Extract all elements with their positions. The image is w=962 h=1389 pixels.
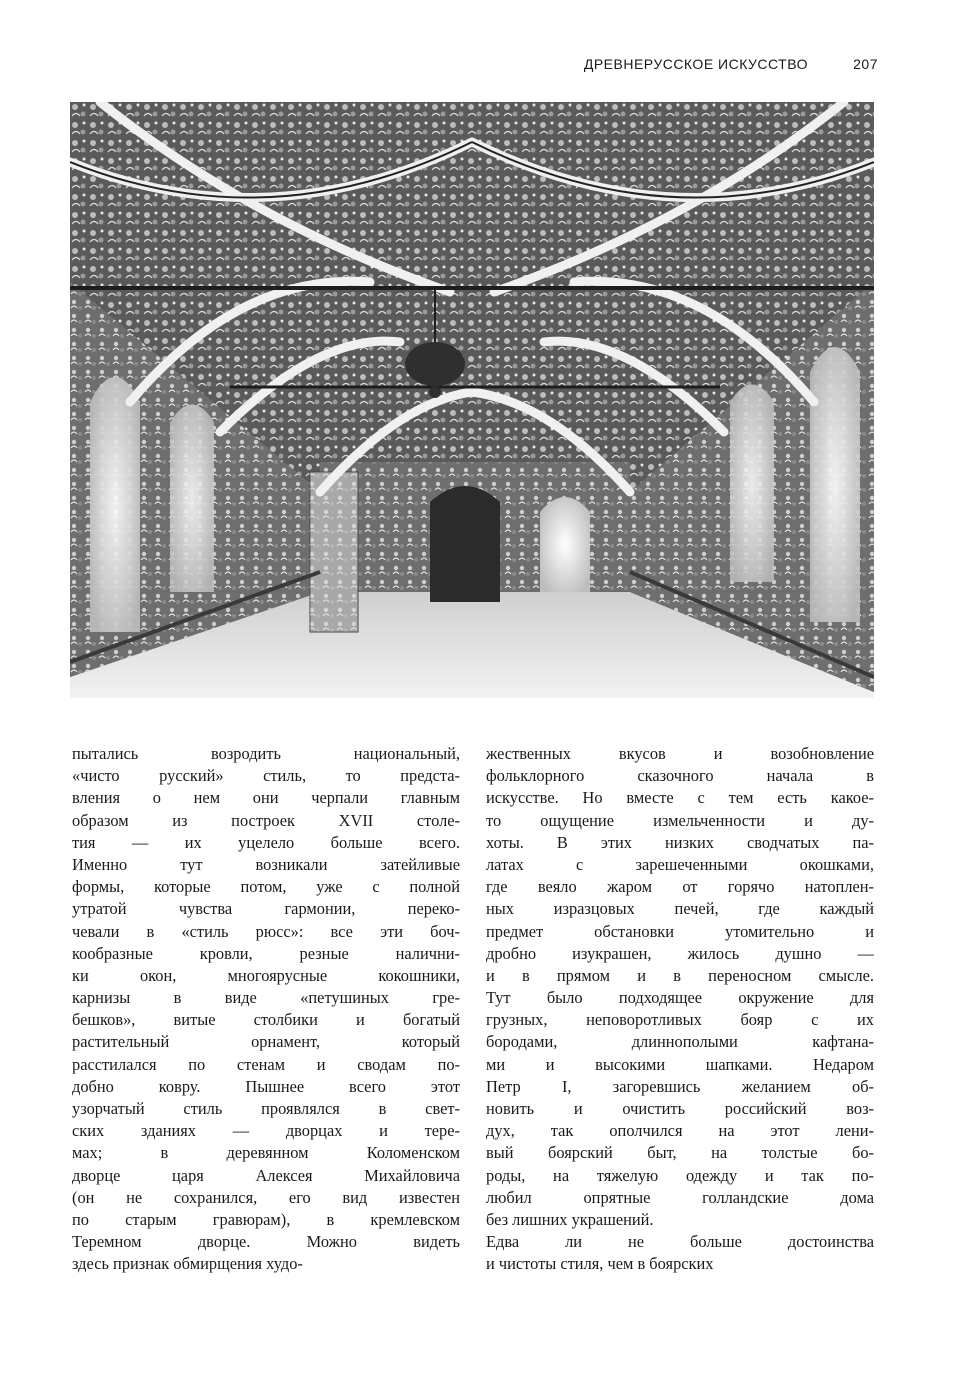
text-line: Петр I, загоревшись желанием об- <box>486 1076 874 1096</box>
text-line: расстилался по стенам и сводам по- <box>72 1054 460 1074</box>
text-line: бешков», витые столбики и богатый <box>72 1010 460 1030</box>
running-header <box>70 56 878 80</box>
text-line: роды, на тяжелую одежду и так по- <box>486 1165 874 1185</box>
text-line: любил опрятные голландские дома <box>486 1187 874 1207</box>
text-line: и чистоты стиля, чем в боярских <box>486 1254 714 1274</box>
text-line: предмет обстановки утомительно и <box>486 921 874 941</box>
text-line: и в прямом и в переносном смысле. <box>486 965 874 985</box>
text-line: бородами, длиннополыми кафтана- <box>486 1032 874 1052</box>
text-line: пытались возродить национальный, <box>72 744 460 763</box>
text-line: жественных вкусов и возобновление <box>486 744 874 763</box>
text-line: тия — их уцелело больше всего. <box>72 832 460 852</box>
text-line: дробно изукрашен, жилось душно — <box>486 943 874 963</box>
text-line: «чисто русский» стиль, то предста- <box>72 766 460 786</box>
text-line: по старым гравюрам), в кремлевском <box>72 1209 460 1229</box>
text-line: вления о нем они черпали главным <box>72 788 460 808</box>
vaulted-chamber-photo <box>70 102 874 698</box>
text-line: ми и высокими шапками. Недаром <box>486 1054 874 1074</box>
running-title: ДРЕВНЕРУССКОЕ ИСКУССТВО <box>583 56 808 72</box>
text-line: формы, которые потом, уже с полной <box>72 877 460 897</box>
text-line: растительный орнамент, который <box>72 1032 460 1052</box>
text-line: искусстве. Но вместе с тем есть какое- <box>486 788 874 808</box>
text-line: кообразные кровли, резные налични- <box>72 943 460 963</box>
text-line: ных изразцовых печей, где каждый <box>486 899 874 919</box>
text-line: утратой чувства гармонии, переко- <box>72 899 460 919</box>
text-line: латах с зарешеченными окошками, <box>486 854 874 874</box>
text-line: узорчатый стиль проявлялся в свет- <box>72 1099 460 1118</box>
text-line: ки окон, многоярусные кокошники, <box>72 965 460 985</box>
text-line: дворце царя Алексея Михайловича <box>72 1165 460 1185</box>
text-line: вый боярский быт, на толстые бо- <box>486 1143 874 1163</box>
text-line: Теремном дворце. Можно видеть <box>72 1232 460 1252</box>
text-line: где веяло жаром от горячо натоплен- <box>486 877 874 897</box>
text-line: карнизы в виде «петушиных гре- <box>72 988 460 1008</box>
text-line: образом из построек XVII столе- <box>72 810 460 830</box>
right-text-column <box>486 743 874 1276</box>
text-line: то ощущение измельченности и ду- <box>486 810 874 830</box>
text-line: хоты. В этих низких сводчатых па- <box>486 832 874 852</box>
text-line: дух, так ополчился на этот лени- <box>486 1121 874 1141</box>
text-line: (он не сохранился, его вид известен <box>72 1187 460 1207</box>
text-line: чевали в «стиль рюсс»: все эти боч- <box>72 921 460 941</box>
page-number: 207 <box>853 56 878 72</box>
text-line: ских зданиях — дворцах и тере- <box>72 1121 460 1141</box>
text-line: Именно тут возникали затейливые <box>72 854 460 874</box>
text-line: новить и очистить российский воз- <box>486 1099 874 1118</box>
text-line: добно ковру. Пышнее всего этот <box>72 1076 460 1096</box>
text-line: здесь признак обмирщения худо- <box>72 1254 303 1274</box>
text-line: грузных, неповоротливых бояр с их <box>486 1010 874 1030</box>
text-line: фольклорного сказочного начала в <box>486 766 874 786</box>
text-line: мах; в деревянном Коломенском <box>72 1143 460 1163</box>
left-text-column <box>72 743 460 1276</box>
text-line: Тут было подходящее окружение для <box>486 988 874 1008</box>
text-line: без лишних украшений. <box>486 1209 654 1229</box>
text-line: Едва ли не больше достоинства <box>486 1232 874 1252</box>
